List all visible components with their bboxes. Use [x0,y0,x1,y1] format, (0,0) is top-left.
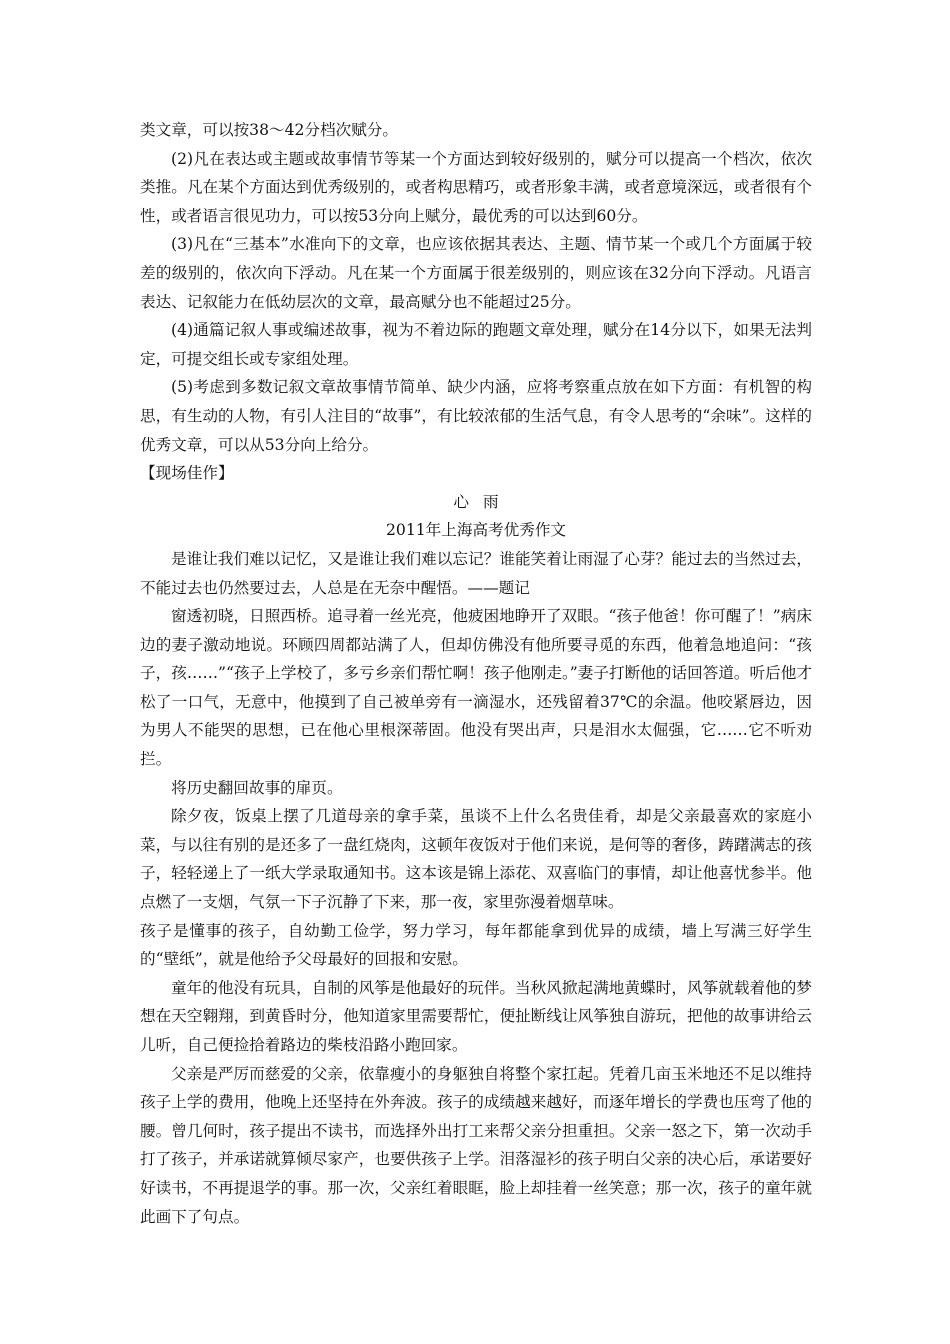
essay-subtitle: 2011年上海高考优秀作文 [385,521,567,540]
scoring-rule-4: (4)通篇记叙人事或编述故事，视为不着边际的跑题文章处理，赋分在14分以下，如果无法判定，可提交组长或专家组处理。 [140,321,812,368]
scoring-rule-continuation: 类文章，可以按38～42分档次赋分。 [140,121,398,139]
document-page [140,116,812,1231]
essay-paragraph: 除夕夜，饭桌上摆了几道母亲的拿手菜，虽谈不上什么名贵佳肴，却是父亲最喜欢的家庭小菜，与以往有别的是还多了一盘红烧肉，这顿年夜饭对于他们来说，是何等的奢侈，踌躇满志的孩子，轻轻递上了一纸大学录取通知书。这本该是锦上添花、双喜临门的事情，却让他喜忧参半。他点燃了一支烟，气氛一下子沉静了下来，那一夜，家里弥漫着烟草味。 [140,807,812,912]
essay-title: 心雨 [453,492,513,511]
essay-paragraph: 童年的他没有玩具，自制的风筝是他最好的玩伴。当秋风掀起满地黄蝶时，风筝就载着他的梦想在天空翱翔，到黄昏时分，他知道家里需要帮忙，便扯断线让风筝独自游玩，把他的故事讲给云儿听，自己便捡拾着路边的柴枝沿路小跑回家。 [140,978,812,1054]
scoring-rule-2: (2)凡在表达或主题或故事情节等某一个方面达到较好级别的，赋分可以提高一个档次，依次类推。凡在某个方面达到优秀级别的，或者构思精巧，或者形象丰满，或者意境深远，或者很有个性，或者语言很见功力，可以按53分向上赋分，最优秀的可以达到60分。 [140,149,812,225]
essay-paragraph: 父亲是严厉而慈爱的父亲，依靠瘦小的身躯独自将整个家扛起。凭着几亩玉米地还不足以维持孩子上学的费用，他晚上还坚持在外奔波。孩子的成绩越来越好，而逐年增长的学费也压弯了他的腰。曾几何时，孩子提出不读书，而选择外出打工来帮父亲分担重担。父亲一怒之下，第一次动手打了孩子，并承诺就算倾尽家产，也要供孩子上学。泪落湿衫的孩子明白父亲的决心后，承诺要好好读书，不再提退学的事。那一次，父亲红着眼眶，脸上却挂着一丝笑意；那一次，孩子的童年就此画下了句点。 [140,1064,812,1226]
section-heading: 【现场佳作】 [140,464,234,483]
essay-epigraph: 是谁让我们难以记忆，又是谁让我们难以忘记？谁能笑着让雨湿了心芽？能过去的当然过去，不能过去也仍然要过去，人总是在无奈中醒悟。——题记 [140,549,812,597]
essay-paragraph: 孩子是懂事的孩子，自幼勤工俭学，努力学习，每年都能拿到优异的成绩，墙上写满三好学生的“壁纸”，就是他给予父母最好的回报和安慰。 [140,921,812,969]
scoring-rule-5: (5)考虑到多数记叙文章故事情节简单、缺少内涵，应将考察重点放在如下方面：有机智的构思，有生动的人物，有引人注目的“故事”，有比较浓郁的生活气息，有令人思考的“余味”。这样的优秀文章，可以从53分向上给分。 [140,378,812,454]
essay-paragraph: 窗透初晓，日照西桥。追寻着一丝光亮，他疲困地睁开了双眼。“孩子他爸！你可醒了！”病床边的妻子激动地说。环顾四周都站满了人，但却仿佛没有他所要寻觅的东西，他着急地追问：“孩子，孩……”“孩子上学校了，多亏乡亲们帮忙啊！孩子他刚走。”妻子打断他的话回答道。听后他才松了一口气，无意中，他摸到了自己被单旁有一滴湿水，还残留着37℃的余温。他咬紧唇边，因为男人不能哭的思想，已在他心里根深蒂固。他没有哭出声，只是泪水太倔强，它……它不听劝拦。 [140,607,812,769]
scoring-rule-3: (3)凡在“三基本”水准向下的文章，也应该依据其表达、主题、情节某一个或几个方面属于较差的级别的，依次向下浮动。凡在某一个方面属于很差级别的，则应该在32分向下浮动。凡语言表达、记叙能力在低幼层次的文章，最高赋分也不能超过25分。 [140,235,812,311]
essay-paragraph: 将历史翻回故事的扉页。 [171,778,343,797]
